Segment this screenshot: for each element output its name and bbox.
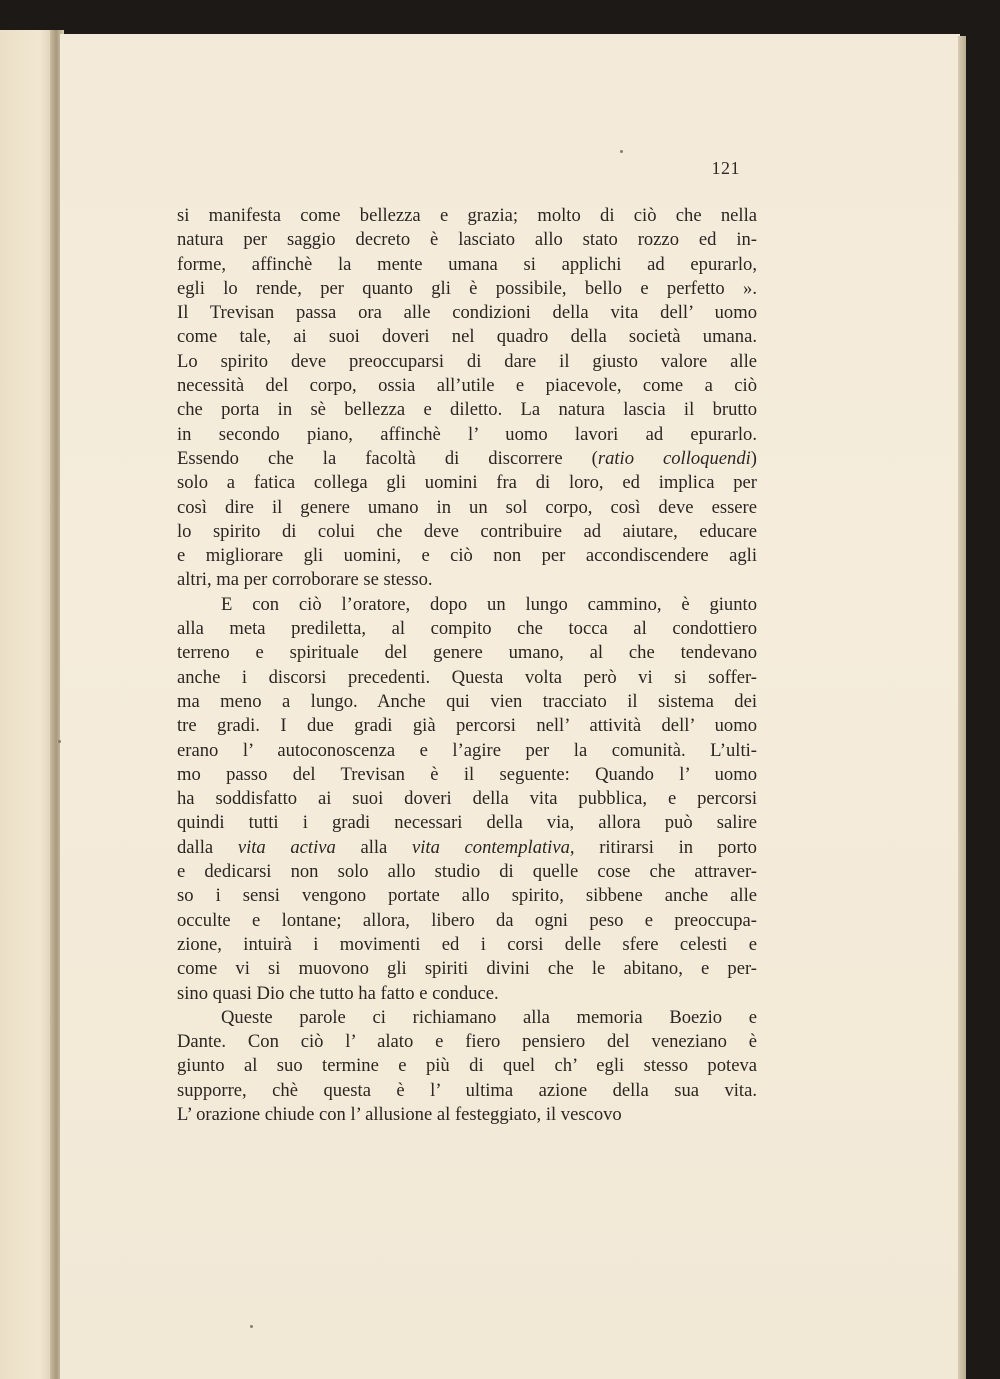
text-line: natura per saggio decreto è lasciato allo stato rozzo ed in- bbox=[177, 229, 757, 251]
text-line: occulte e lontane; allora, libero da ogni peso e preoccupa- bbox=[177, 909, 757, 931]
paragraph bbox=[177, 593, 757, 1006]
text-line: Dante. Con ciò l’ alato e fiero pensiero del veneziano è bbox=[177, 1031, 757, 1053]
text-line: E con ciò l’oratore, dopo un lungo cammino, è giunto bbox=[221, 593, 757, 615]
text-line: zione, intuirà i movimenti ed i corsi delle sfere celesti e bbox=[177, 933, 757, 955]
text-line: altri, ma per corroborare se stesso. bbox=[177, 569, 433, 591]
text-line: che porta in sè bellezza e diletto. La natura lascia il brutto bbox=[177, 399, 757, 421]
text-line: quindi tutti i gradi necessari della via, allora può salire bbox=[177, 812, 757, 834]
text-line: lo spirito di colui che deve contribuire ad aiutare, educare bbox=[177, 520, 757, 542]
text-line: erano l’ autoconoscenza e l’agire per la comunità. L’ulti- bbox=[177, 739, 757, 761]
text-line: alla meta prediletta, al compito che tocca al condottiero bbox=[177, 618, 757, 640]
body-text bbox=[177, 204, 757, 1127]
text-line: come vi si muovono gli spiriti divini che le abitano, e per- bbox=[177, 958, 757, 980]
text-line: e migliorare gli uomini, e ciò non per accondiscendere agli bbox=[177, 545, 757, 567]
text-line: si manifesta come bellezza e grazia; molto di ciò che nella bbox=[177, 205, 757, 226]
text-line: egli lo rende, per quanto gli è possibile, bello e perfetto ». bbox=[177, 277, 757, 299]
text-line: solo a fatica collega gli uomini fra di loro, ed implica per bbox=[177, 472, 757, 494]
paper-speck bbox=[250, 1325, 253, 1328]
text-line: sino quasi Dio che tutto ha fatto e conduce. bbox=[177, 982, 499, 1004]
facing-page-edge bbox=[0, 30, 56, 1379]
text-line: supporre, chè questa è l’ ultima azione della sua vita. bbox=[177, 1079, 757, 1101]
text-line: Queste parole ci richiamano alla memoria Boezio e bbox=[221, 1006, 757, 1028]
text-line: forme, affinchè la mente umana si applichi ad epurarlo, bbox=[177, 253, 757, 275]
text-line: in secondo piano, affinchè l’ uomo lavori ad epurarlo. bbox=[177, 423, 757, 445]
paragraph bbox=[177, 1006, 757, 1127]
text-line: so i sensi vengono portate allo spirito, sibbene anche alle bbox=[177, 885, 757, 907]
page-number: 121 bbox=[711, 158, 740, 178]
paper-speck bbox=[58, 740, 61, 743]
text-line: così dire il genere umano in un sol corpo, così deve essere bbox=[177, 496, 757, 518]
text-line: terreno e spirituale del genere umano, al che tendevano bbox=[177, 642, 757, 664]
text-line: tre gradi. I due gradi già percorsi nell’ attività dell’ uomo bbox=[177, 715, 757, 737]
text-line: ma meno a lungo. Anche qui vien tracciato il sistema dei bbox=[177, 690, 757, 712]
text-line: ha soddisfatto ai suoi doveri della vita pubblica, e percorsi bbox=[177, 788, 757, 810]
paragraph bbox=[177, 204, 757, 593]
text-line: anche i discorsi precedenti. Questa volta però vi si soffer- bbox=[177, 666, 757, 688]
text-line: necessità del corpo, ossia all’utile e piacevole, come a ciò bbox=[177, 375, 757, 397]
text-line: L’ orazione chiude con l’ allusione al festeggiato, il vescovo bbox=[177, 1103, 622, 1125]
text-line: Il Trevisan passa ora alle condizioni della vita dell’ uomo bbox=[177, 302, 757, 324]
text-line: e dedicarsi non solo allo studio di quelle cose che attraver- bbox=[177, 861, 757, 883]
text-line: Essendo che la facoltà di discorrere (ratio colloquendi) bbox=[177, 447, 757, 469]
text-line: Lo spirito deve preoccuparsi di dare il giusto valore alle bbox=[177, 350, 757, 372]
text-line: dalla vita activa alla vita contemplativa, ritirarsi in porto bbox=[177, 836, 757, 858]
text-line: mo passo del Trevisan è il seguente: Quando l’ uomo bbox=[177, 763, 757, 785]
text-line: giunto al suo termine e più di quel ch’ egli stesso poteva bbox=[177, 1055, 757, 1077]
text-line: come tale, ai suoi doveri nel quadro della società umana. bbox=[177, 326, 757, 348]
paper-speck bbox=[620, 150, 623, 153]
page-edge bbox=[958, 36, 966, 1379]
